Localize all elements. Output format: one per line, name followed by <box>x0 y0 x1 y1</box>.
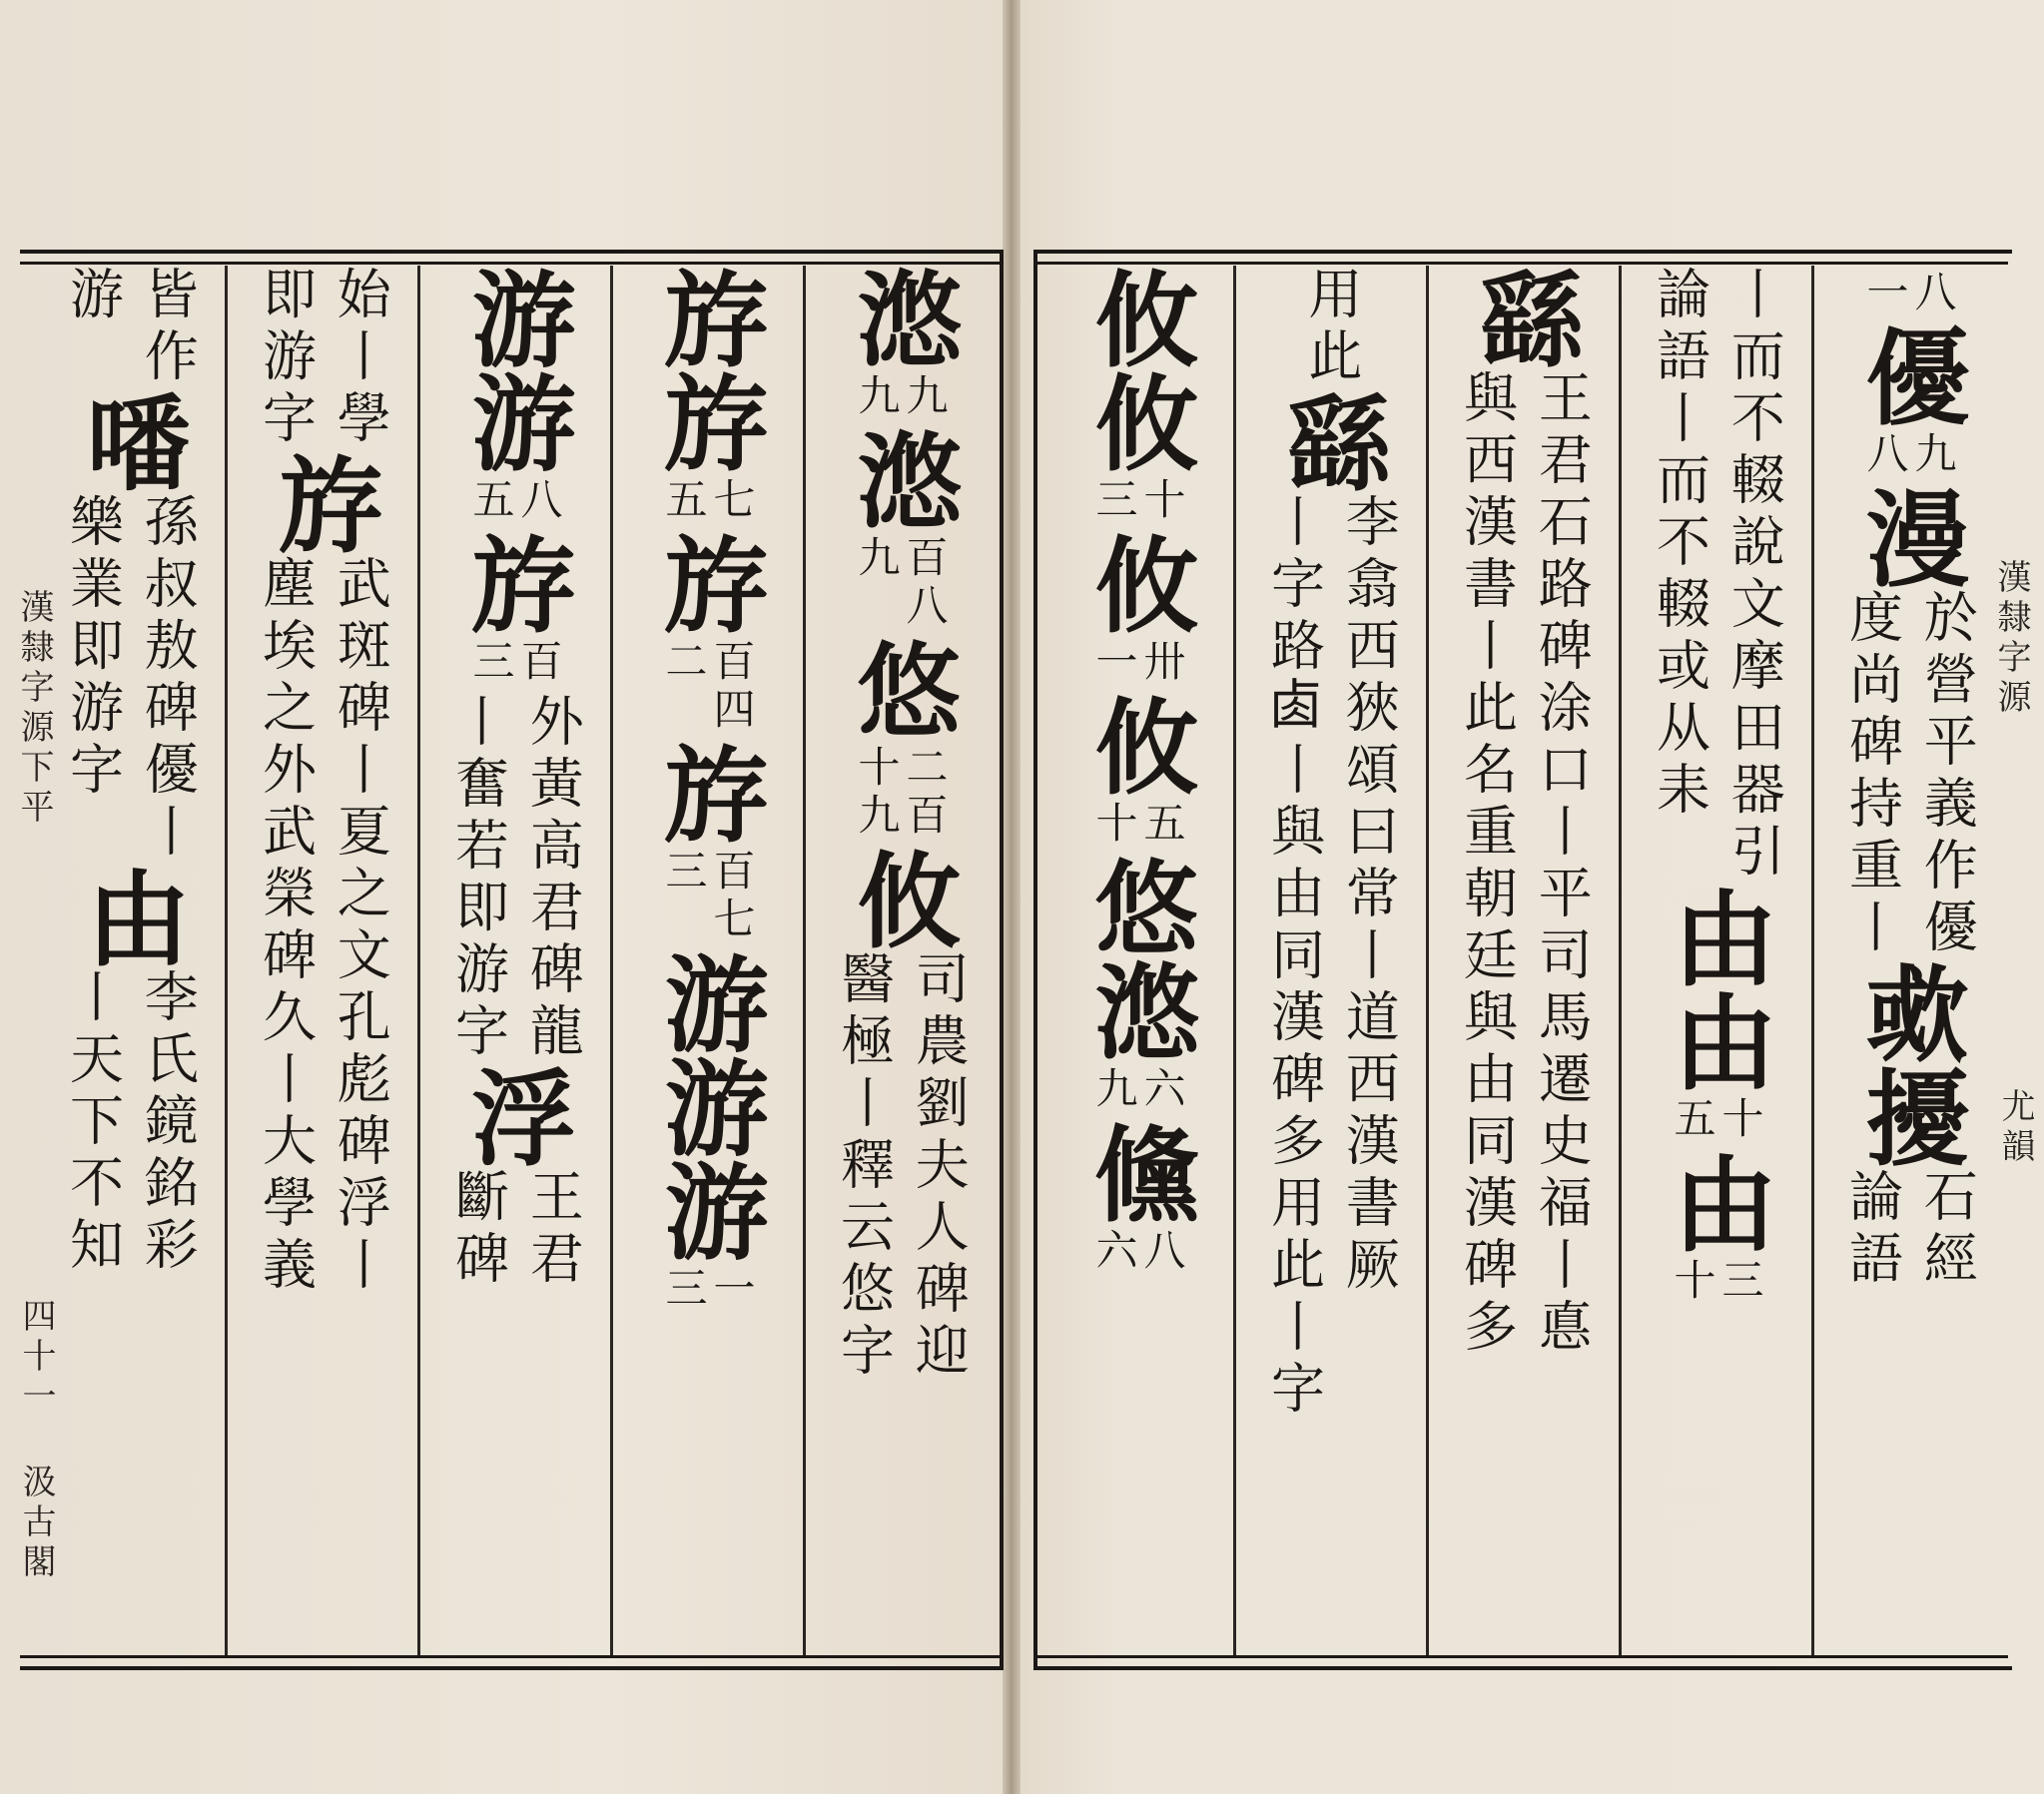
source-number-annotation <box>1089 639 1187 687</box>
headword-character: 由 <box>1655 1150 1778 1254</box>
source-number: 九 <box>1089 1066 1139 1114</box>
right-page-column <box>1427 266 1620 1655</box>
source-number: 八 <box>1908 270 1958 317</box>
source-number: 五 <box>659 477 709 525</box>
commentary-line: 丨天下不知 <box>61 968 125 1278</box>
source-number: 一 <box>1089 639 1139 687</box>
headword-character: 攸 <box>1076 693 1200 797</box>
source-number: 十 <box>1089 801 1139 849</box>
headword-character: 噃 <box>68 389 192 493</box>
commentary-note <box>1840 1168 1979 1292</box>
headword-character: 擾 <box>1847 1064 1971 1168</box>
commentary-line: 丨字路𠧪丨與由同漢碑多用此丨字 <box>1262 493 1326 1422</box>
right-page-column <box>1041 266 1234 1655</box>
commentary-line: 斷碑 <box>446 1168 510 1292</box>
source-number: 十 <box>1137 477 1187 525</box>
commentary-note <box>61 266 200 389</box>
source-number: 十 <box>1715 1096 1765 1144</box>
source-number: 八 <box>1137 1228 1187 1276</box>
source-number-annotation <box>1089 1228 1187 1276</box>
commentary-line: 用此 <box>1299 266 1363 389</box>
left-margin-folio: 四十一 汲古閣 <box>16 1298 56 1583</box>
headword-character: 繇 <box>1269 389 1393 493</box>
commentary-line: 醫極丨釋云悠字 <box>832 950 896 1384</box>
commentary-line: 丨奮若即游字 <box>446 693 510 1064</box>
headword-character: 游 <box>453 266 577 369</box>
commentary-line: 孫叔敖碑優丨 <box>136 493 200 865</box>
commentary-line: 論語丨而不輟或从耒 <box>1648 266 1711 823</box>
commentary-note <box>832 950 971 1384</box>
headword-character: 斿 <box>646 369 770 473</box>
commentary-line: 王君石路碑涂口丨平司馬遷史福丨悳 <box>1530 369 1594 1360</box>
commentary-line: 於營平義作優 <box>1915 589 1979 960</box>
commentary-line: 武斑碑丨夏之文孔彪碑浮丨 <box>329 555 392 1298</box>
commentary-note <box>446 1168 585 1292</box>
headword-character: 滺 <box>1076 958 1200 1062</box>
headword-character: 攸 <box>1076 369 1200 473</box>
left-bottom-rule <box>20 1655 1000 1658</box>
source-number: 八 <box>514 477 564 525</box>
source-number: 九 <box>852 535 902 583</box>
right-page-column <box>1620 266 1812 1655</box>
headword-character: 斿 <box>261 451 384 555</box>
commentary-note <box>1648 266 1786 885</box>
source-number: 九 <box>900 373 950 421</box>
right-bottom-rule <box>1033 1655 2008 1658</box>
source-number: 二百 <box>900 745 950 841</box>
source-number-annotation <box>852 745 950 841</box>
source-number: 五 <box>1137 801 1187 849</box>
left-page-column <box>226 266 418 1655</box>
headword-character: 由 <box>68 865 192 968</box>
source-number-annotation <box>659 849 757 944</box>
commentary-line: 塵埃之外武榮碑久丨大學義 <box>254 555 318 1298</box>
source-number-annotation <box>1089 1066 1187 1114</box>
source-number: 二 <box>659 639 709 687</box>
source-number-annotation <box>466 639 564 687</box>
commentary-line: 李氏鏡銘彩 <box>136 968 200 1278</box>
headword-character: 繇 <box>1462 266 1586 369</box>
commentary-line: 李翕西狹頌曰常丨道西漢書厥 <box>1337 493 1401 1298</box>
source-number: 一 <box>1860 270 1910 317</box>
source-number-annotation <box>1668 1096 1765 1144</box>
commentary-line: 王君 <box>521 1168 585 1292</box>
source-number-annotation <box>1089 801 1187 849</box>
left-margin-title: 漢隸字源下平 <box>14 589 54 829</box>
book-gutter <box>1003 0 1021 1794</box>
headword-character: 游 <box>646 1158 770 1262</box>
headword-character: 游 <box>453 369 577 473</box>
left-top-rule <box>20 262 1000 265</box>
source-number-annotation <box>852 535 950 631</box>
left-page-column <box>611 266 804 1655</box>
source-number: 三 <box>466 639 516 687</box>
headword-character: 游 <box>646 1054 770 1158</box>
headword-character: 滺 <box>839 266 963 369</box>
headword-character: 悠 <box>839 637 963 741</box>
source-number: 九 <box>852 373 902 421</box>
source-number: 七 <box>707 477 757 525</box>
commentary-line: 即游字 <box>254 266 318 451</box>
source-number-annotation <box>659 477 757 525</box>
headword-character: 斿 <box>646 266 770 369</box>
commentary-line: 司農劉夫人碑迎 <box>907 950 971 1384</box>
commentary-line: 外黃高君碑龍 <box>521 693 585 1064</box>
commentary-note <box>446 693 585 1064</box>
commentary-note <box>61 493 200 865</box>
headword-character: 㰲 <box>1847 960 1971 1064</box>
commentary-line: 游 <box>61 266 125 327</box>
source-number-annotation <box>852 373 950 421</box>
source-number-annotation <box>659 1266 757 1314</box>
source-number: 百八 <box>900 535 950 631</box>
source-number: 卅 <box>1137 639 1187 687</box>
commentary-line: 丨而不輟說文摩田器引 <box>1722 266 1786 885</box>
commentary-line: 石經 <box>1915 1168 1979 1292</box>
source-number-annotation <box>1089 477 1187 525</box>
left-page-column <box>33 266 226 1655</box>
headword-character: 優 <box>1847 323 1971 427</box>
commentary-note <box>254 555 392 1298</box>
headword-character: 由 <box>1655 988 1778 1092</box>
headword-character: 儵 <box>1076 1120 1200 1224</box>
commentary-note <box>1262 493 1401 1422</box>
source-number: 三 <box>1715 1258 1765 1306</box>
source-number: 五 <box>1668 1096 1717 1144</box>
right-page-column <box>1812 266 2005 1655</box>
commentary-line: 皆作 <box>136 266 200 389</box>
left-page-column <box>418 266 611 1655</box>
commentary-line: 樂業即游字 <box>61 493 125 803</box>
commentary-note <box>61 968 200 1278</box>
source-number: 百 <box>514 639 564 687</box>
commentary-line: 與西漢書丨此名重朝廷與由同漢碑多 <box>1455 369 1519 1360</box>
headword-character: 悠 <box>1076 855 1200 958</box>
source-number: 十九 <box>852 745 902 841</box>
source-number: 百四 <box>707 639 757 735</box>
commentary-note <box>254 266 392 451</box>
headword-character: 斿 <box>646 741 770 845</box>
headword-character: 攸 <box>1076 531 1200 635</box>
headword-character: 游 <box>646 950 770 1054</box>
source-number: 八 <box>1860 431 1910 479</box>
headword-character: 攸 <box>1076 266 1200 369</box>
commentary-note <box>1840 589 1979 960</box>
right-margin-title: 漢隸字源 <box>1991 559 2031 719</box>
headword-character: 漫 <box>1847 485 1971 589</box>
source-number: 三 <box>659 849 709 897</box>
source-number-annotation <box>1668 1258 1765 1306</box>
headword-character: 浮 <box>453 1064 577 1168</box>
source-number: 六 <box>1089 1228 1139 1276</box>
source-number: 六 <box>1137 1066 1187 1114</box>
headword-character: 斿 <box>453 531 577 635</box>
source-number-annotation <box>466 477 564 525</box>
left-page-column <box>804 266 997 1655</box>
headword-character: 由 <box>1655 885 1778 988</box>
commentary-note <box>1455 369 1594 1360</box>
source-number: 三 <box>659 1266 709 1314</box>
source-number-annotation <box>659 639 757 735</box>
source-number: 百七 <box>707 849 757 944</box>
commentary-line: 始丨學 <box>329 266 392 451</box>
commentary-line: 論語 <box>1840 1168 1904 1292</box>
source-number-annotation <box>1860 431 1958 479</box>
source-number: 一 <box>707 1266 757 1314</box>
source-number: 十 <box>1668 1258 1717 1306</box>
headword-character: 斿 <box>646 531 770 635</box>
commentary-note <box>1299 266 1363 389</box>
source-number: 三 <box>1089 477 1139 525</box>
right-top-rule <box>1033 262 2008 265</box>
source-number: 九 <box>1908 431 1958 479</box>
source-number-annotation <box>1860 270 1958 317</box>
headword-character: 攸 <box>839 847 963 950</box>
right-page-column <box>1234 266 1427 1655</box>
commentary-line: 度尚碑持重丨 <box>1840 589 1904 960</box>
right-margin-folio: 尤韻 <box>1995 1088 2035 1168</box>
headword-character: 滺 <box>839 427 963 531</box>
source-number: 五 <box>466 477 516 525</box>
